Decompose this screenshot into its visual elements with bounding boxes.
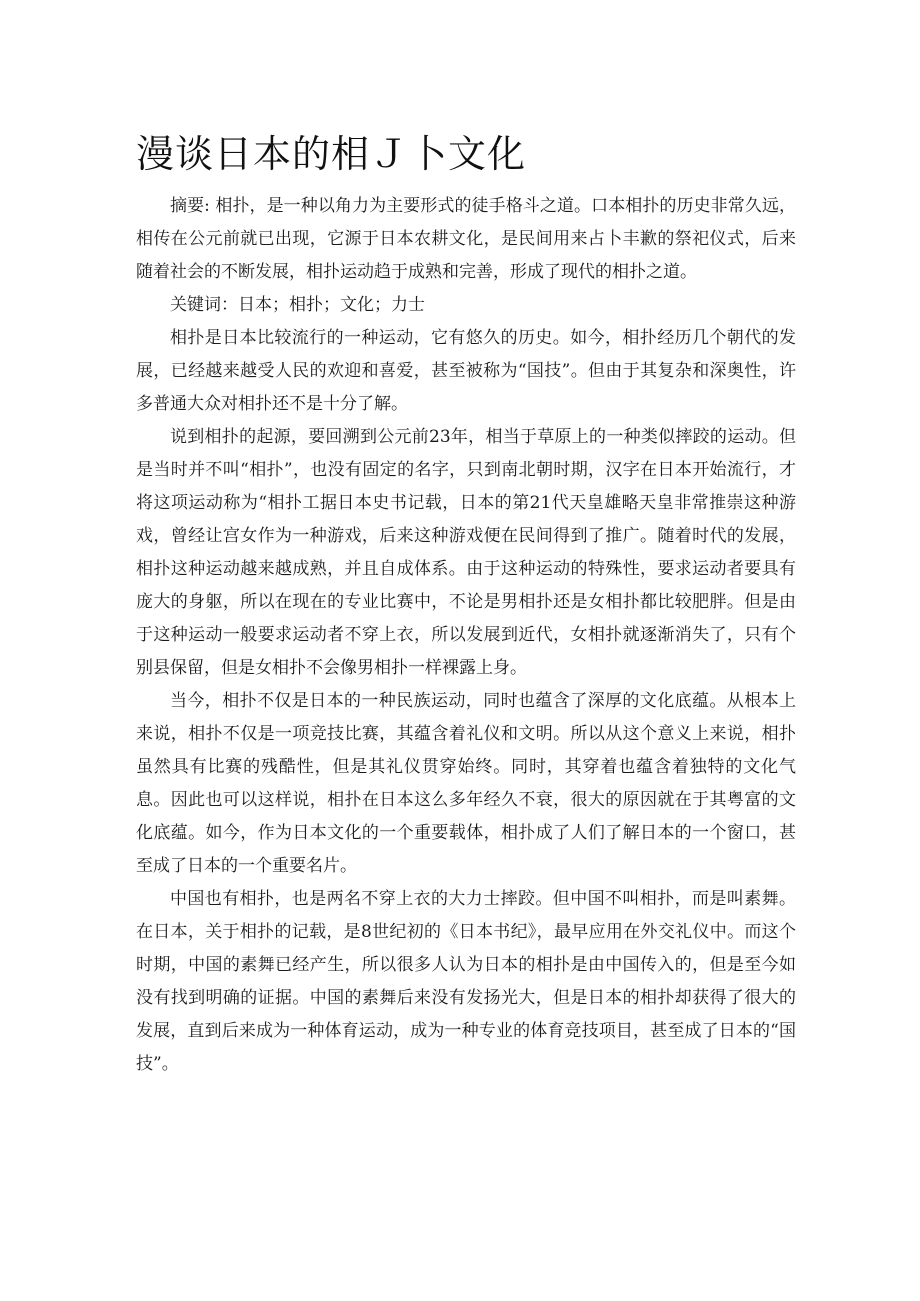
document-body bbox=[136, 190, 796, 1081]
abstract-paragraph: 摘要: 相扑，是一种以角力为主要形式的徒手格斗之道。口本相扑的历史非常久远，相传在公元前就已出现，它源于日本农耕文化，是民间用来占卜丰歉的祭祀仪式，后来随着社会的不断发展，相扑运动趋于成熟和完善，形成了现代的相扑之道。 bbox=[136, 196, 796, 282]
document-title: 漫谈日本的相Ｊ卜文化 bbox=[136, 132, 527, 176]
body-paragraph: 中国也有相扑，也是两名不穿上衣的大力士摔跤。但中国不叫相扑，而是叫素舞。在日本，关于相扑的记载，是8世纪初的《日本书纪》，最早应用在外交礼仪中。而这个时期，中国的素舞已经产生，所以很多人认为日本的相扑是由中国传入的，但是至今如没有找到明确的证据。中国的素舞后来没有发扬光大，但是日本的相扑却获得了很大的发展，直到后来成为一种体育运动，成为一种专业的体育竞技项目，甚至成了日本的“国技”。 bbox=[136, 889, 796, 1074]
keywords-paragraph: 关键词：日本；相扑；文化；力士 bbox=[170, 295, 425, 315]
body-paragraph: 相扑是日本比较流行的一种运动，它有悠久的历史。如今，相扑经历几个朝代的发展，已经越来越受人民的欢迎和喜爱，甚至被称为“国技”。但由于其复杂和深奥性，许多普通大众对相扑还不是十分了解。 bbox=[136, 328, 796, 414]
body-paragraph: 说到相扑的起源，要回溯到公元前23年，相当于草原上的一种类似摔跤的运动。但是当时并不叫“相扑”，也没有固定的名字，只到南北朝时期，汉字在日本开始流行，才将这项运动称为“相扑工据日本史书记载，日本的第21代天皇雄略天皇非常推崇这种游戏，曾经让宫女作为一种游戏，后来这种游戏便在民间得到了推广。随着时代的发展，相扑这种运动越来越成熟，并且自成体系。由于这种运动的特殊性，要求运动者要具有庞大的身躯，所以在现在的专业比赛中，不论是男相扑还是女相扑都比较肥胖。但是由于这种运动一般要求运动者不穿上衣，所以发展到近代，女相扑就逐渐消失了，只有个别县保留，但是女相扑不会像男相扑一样裸露上身。 bbox=[136, 427, 796, 678]
body-paragraph: 当今，相扑不仅是日本的一种民族运动，同时也蕴含了深厚的文化底蕴。从根本上来说，相扑不仅是一项竞技比赛，其蕴含着礼仪和文明。所以从这个意义上来说，相扑虽然具有比赛的残酷性，但是其礼仪贯穿始终。同时，其穿着也蕴含着独特的文化气息。因此也可以这样说，相扑在日本这么多年经久不衰，很大的原因就在于其粤富的文化底蕴。如今，作为日本文化的一个重要载体，相扑成了人们了解日本的一个窗口，甚至成了日本的一个重要名片。 bbox=[136, 691, 796, 876]
